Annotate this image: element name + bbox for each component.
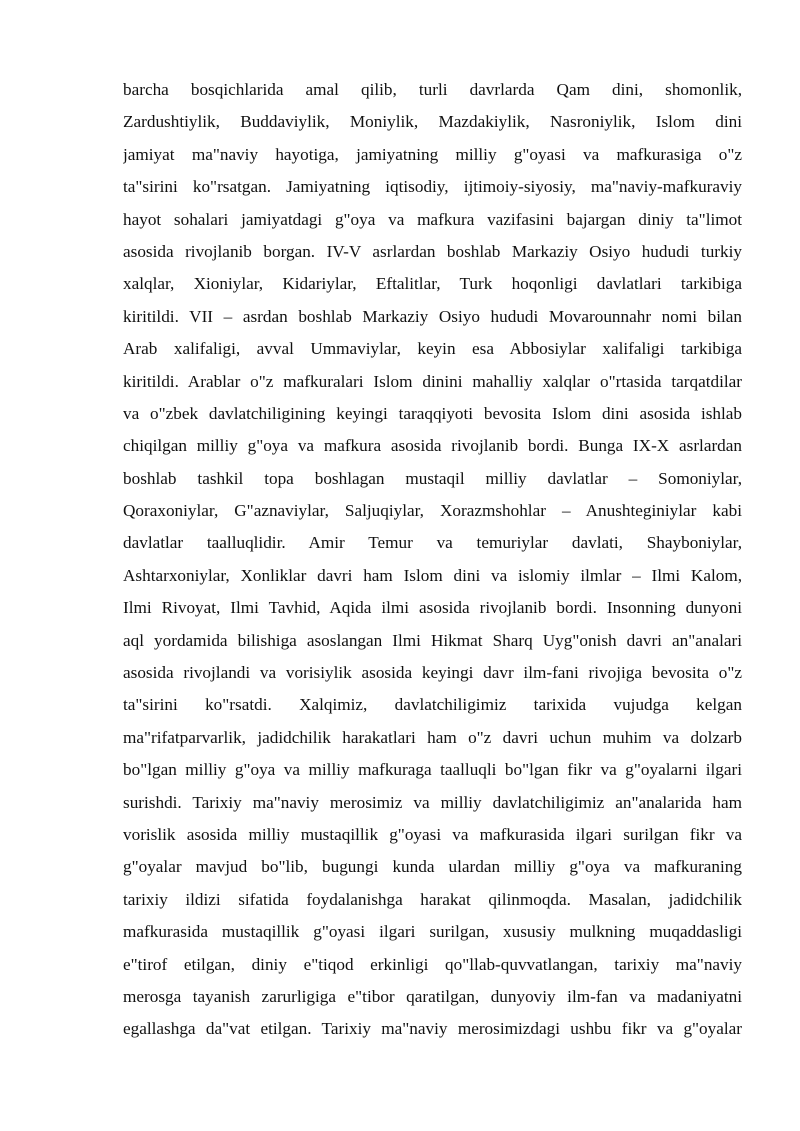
text-line: Ilmi Rivoyat, Ilmi Tavhid, Aqida ilmi asosida rivojlanib bordi. Insonning dunyoni xyxy=(123,598,742,618)
text-line: jamiyat ma"naviy hayotiga, jamiyatning milliy g"oyasi va mafkurasiga o"z xyxy=(123,144,742,164)
text-line: bo"lgan milliy g"oya va milliy mafkuraga taalluqli bo"lgan fikr va g"oyalarni ilgari xyxy=(123,760,742,780)
text-line: barcha bosqichlarida amal qilib, turli davrlarda Qam dini, shomonlik, xyxy=(123,80,742,99)
text-line: e"tirof etilgan, diniy e"tiqod erkinligi qo"llab-quvvatlangan, tarixiy ma"naviy xyxy=(123,954,742,974)
text-line: asosida rivojlanib borgan. IV-V asrlardan boshlab Markaziy Osiyo hududi turkiy xyxy=(123,241,742,261)
text-line: surishdi. Tarixiy ma"naviy merosimiz va milliy davlatchiligimiz an"analarida ham xyxy=(123,792,742,812)
text-line: Arab xalifaligi, avval Ummaviylar, keyin esa Abbosiylar xalifaligi tarkibiga xyxy=(123,339,742,359)
text-line: xalqlar, Xioniylar, Kidariylar, Eftalitlar, Turk hoqonligi davlatlari tarkibiga xyxy=(123,274,742,294)
text-line: Qoraxoniylar, G"aznaviylar, Saljuqiylar, Xorazmshohlar – Anushteginiylar kabi xyxy=(123,501,742,521)
text-line: aql yordamida bilishiga asoslangan Ilmi Hikmat Sharq Uyg"onish davri an"analari xyxy=(123,630,742,650)
text-line: ta"sirini ko"rsatgan. Jamiyatning iqtisodiy, ijtimoiy-siyosiy, ma"naviy-mafkuraviy xyxy=(123,177,742,197)
text-line: hayot sohalari jamiyatdagi g"oya va mafkura vazifasini bajargan diniy ta"limot xyxy=(123,209,742,229)
text-line: boshlab tashkil topa boshlagan mustaqil milliy davlatlar – Somoniylar, xyxy=(123,468,742,488)
text-line: kiritildi. Arablar o"z mafkuralari Islom dinini mahalliy xalqlar o"rtasida tarqatdilar xyxy=(123,371,742,391)
text-line: tarixiy ildizi sifatida foydalanishga harakat qilinmoqda. Masalan, jadidchilik xyxy=(123,889,742,909)
text-line: kiritildi. VII – asrdan boshlab Markaziy Osiyo hududi Movarounnahr nomi bilan xyxy=(123,306,742,326)
text-line: vorislik asosida milliy mustaqillik g"oyasi va mafkurasida ilgari surilgan fikr va xyxy=(123,824,742,844)
text-line: egallashga da"vat etilgan. Tarixiy ma"naviy merosimizdagi ushbu fikr va g"oyalar xyxy=(123,1019,742,1039)
body-paragraph xyxy=(123,74,742,1046)
text-line: mafkurasida mustaqillik g"oyasi ilgari surilgan, xususiy mulkning muqaddasligi xyxy=(123,922,742,942)
text-line: g"oyalar mavjud bo"lib, bugungi kunda ulardan milliy g"oya va mafkuraning xyxy=(123,857,742,877)
text-line: merosga tayanish zarurligiga e"tibor qaratilgan, dunyoviy ilm-fan va madaniyatni xyxy=(123,986,742,1006)
text-line: ma"rifatparvarlik, jadidchilik harakatlari ham o"z davri uchun muhim va dolzarb xyxy=(123,727,742,747)
text-line: asosida rivojlandi va vorisiylik asosida keyingi davr ilm-fani rivojiga bevosita o"z xyxy=(123,663,742,683)
text-line: ta"sirini ko"rsatdi. Xalqimiz, davlatchiligimiz tarixida vujudga kelgan xyxy=(123,695,742,715)
text-line: davlatlar taalluqlidir. Amir Temur va temuriylar davlati, Shayboniylar, xyxy=(123,533,742,553)
text-line: Ashtarxoniylar, Xonliklar davri ham Islom dini va islomiy ilmlar – Ilmi Kalom, xyxy=(123,565,742,585)
text-line: va o"zbek davlatchiligining keyingi taraqqiyoti bevosita Islom dini asosida ishlab xyxy=(123,403,742,423)
text-line: chiqilgan milliy g"oya va mafkura asosida rivojlanib bordi. Bunga IX-X asrlardan xyxy=(123,436,742,456)
text-line: Zardushtiylik, Buddaviylik, Moniylik, Mazdakiylik, Nasroniylik, Islom dini xyxy=(123,112,742,132)
